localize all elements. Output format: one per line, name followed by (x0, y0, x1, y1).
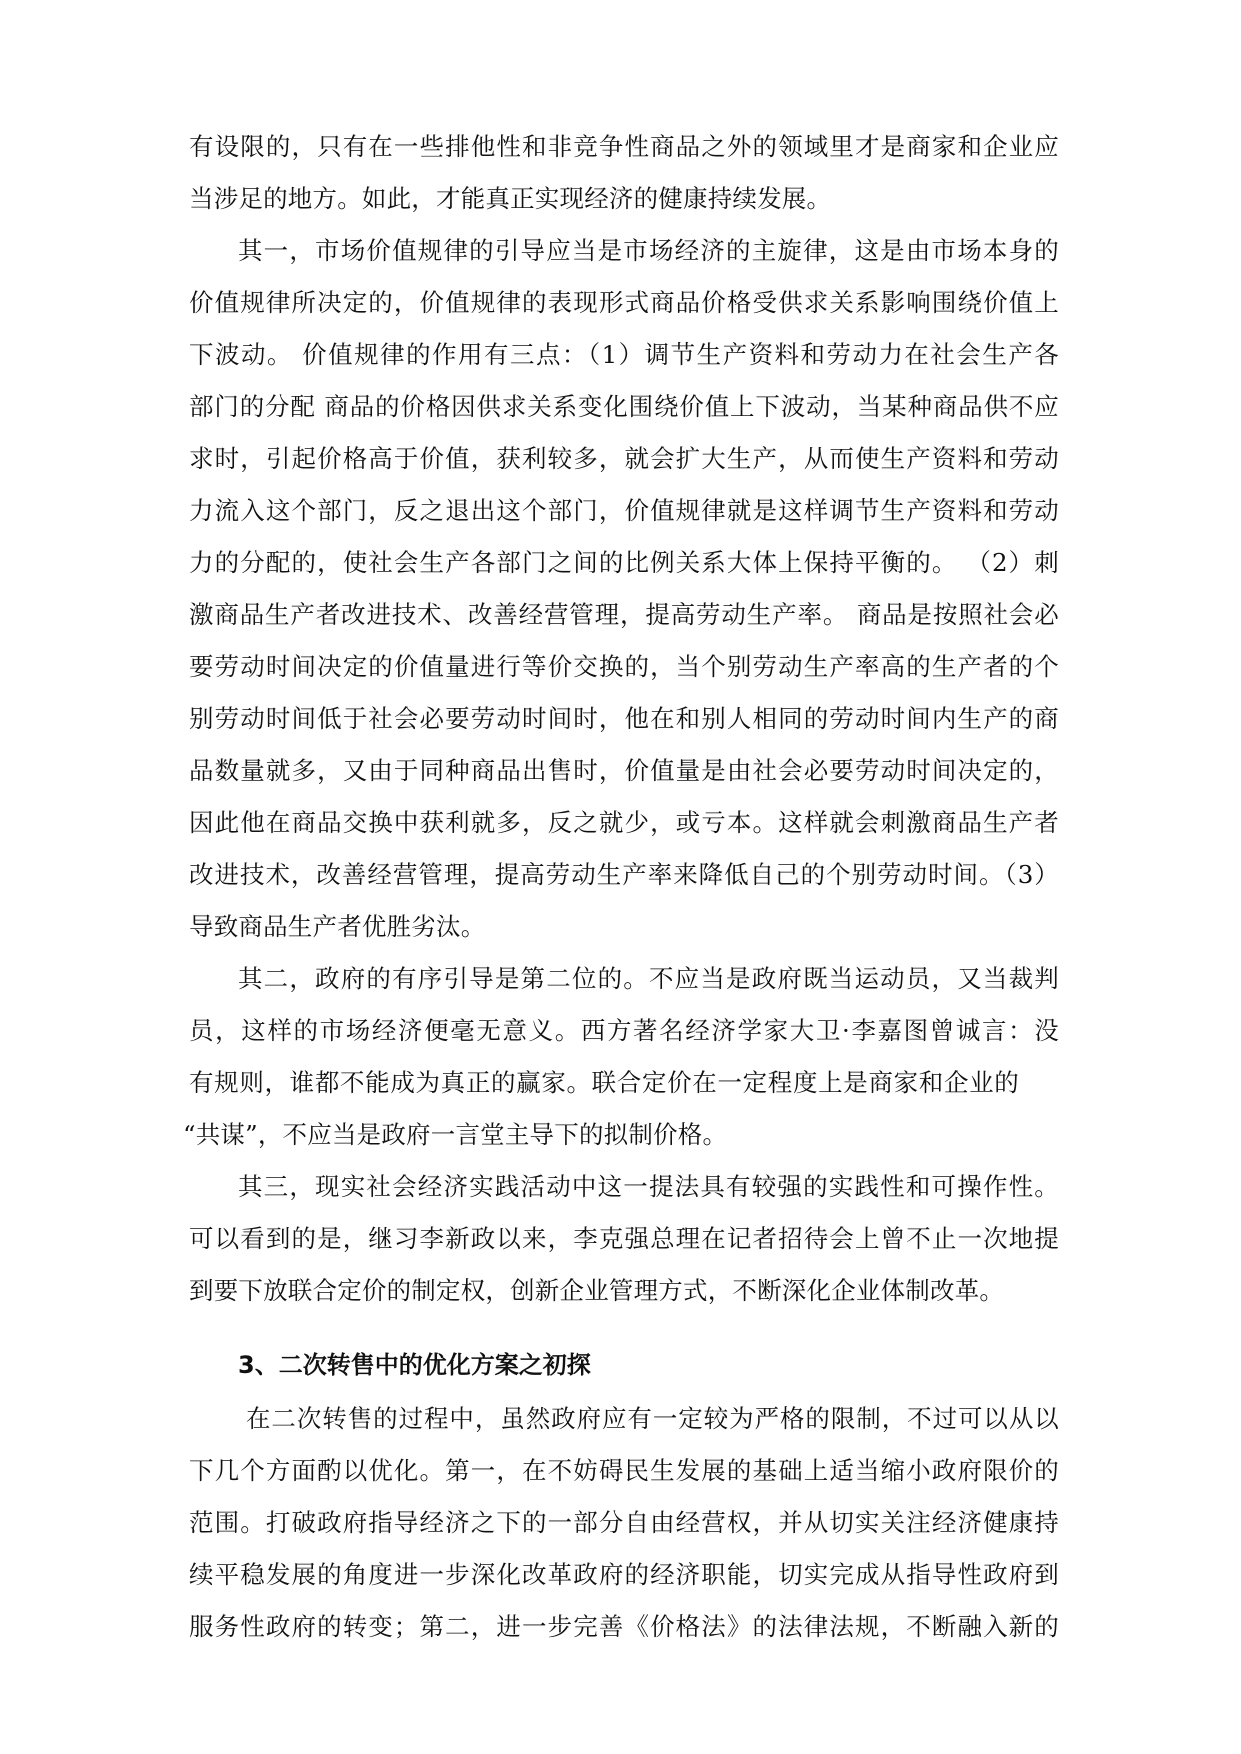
section-heading: 3、二次转售中的优化方案之初探 (238, 1351, 591, 1379)
text-line: 在二次转售的过程中，虽然政府应有一定较为严格的限制，不过可以从以 (246, 1404, 1059, 1433)
text-line: 可以看到的是，继习李新政以来，李克强总理在记者招待会上曾不止一次地提 (189, 1224, 1059, 1253)
text-line: 范围。打破政府指导经济之下的一部分自由经营权，并从切实关注经济健康持 (189, 1508, 1059, 1537)
text-line: 其一，市场价值规律的引导应当是市场经济的主旋律，这是由市场本身的 (238, 236, 1059, 265)
text-line: 员，这样的市场经济便毫无意义。西方著名经济学家大卫·李嘉图曾诚言：没 (189, 1016, 1059, 1045)
text-line: 其二，政府的有序引导是第二位的。不应当是政府既当运动员，又当裁判 (238, 964, 1059, 993)
text-line: 下波动。 价值规律的作用有三点：（1）调节生产资料和劳动力在社会生产各 (189, 340, 1059, 369)
text-line: 续平稳发展的角度进一步深化改革政府的经济职能，切实完成从指导性政府到 (189, 1560, 1059, 1589)
text-line: 改进技术，改善经营管理，提高劳动生产率来降低自己的个别劳动时间。（3） (189, 860, 1059, 889)
text-line: 到要下放联合定价的制定权，创新企业管理方式，不断深化企业体制改革。 (189, 1276, 1005, 1305)
text-line: 部门的分配 商品的价格因供求关系变化围绕价值上下波动，当某种商品供不应 (189, 392, 1059, 421)
text-line: 有设限的，只有在一些排他性和非竞争性商品之外的领域里才是商家和企业应 (189, 132, 1059, 161)
text-line: “共谋”，不应当是政府一言堂主导下的拟制价格。 (183, 1120, 728, 1149)
text-line: 求时，引起价格高于价值，获利较多，就会扩大生产，从而使生产资料和劳动 (189, 444, 1059, 473)
text-line: 导致商品生产者优胜劣汰。 (189, 912, 486, 941)
text-line: 因此他在商品交换中获利就多，反之就少，或亏本。这样就会刺激商品生产者 (189, 808, 1059, 837)
text-line: 当涉足的地方。如此，才能真正实现经济的健康持续发展。 (189, 184, 832, 213)
text-line: 要劳动时间决定的价值量进行等价交换的，当个别劳动生产率高的生产者的个 (189, 652, 1059, 681)
text-line: 其三，现实社会经济实践活动中这一提法具有较强的实践性和可操作性。 (238, 1172, 1059, 1201)
text-line: 有规则，谁都不能成为真正的赢家。联合定价在一定程度上是商家和企业的 (189, 1068, 1019, 1097)
text-line: 力流入这个部门，反之退出这个部门，价值规律就是这样调节生产资料和劳动 (189, 496, 1059, 525)
text-line: 力的分配的，使社会生产各部门之间的比例关系大体上保持平衡的。 （2）刺 (189, 548, 1059, 577)
text-line: 品数量就多，又由于同种商品出售时，价值量是由社会必要劳动时间决定的， (189, 756, 1059, 785)
text-line: 价值规律所决定的，价值规律的表现形式商品价格受供求关系影响围绕价值上 (189, 288, 1059, 317)
text-line: 下几个方面酌以优化。第一，在不妨碍民生发展的基础上适当缩小政府限价的 (189, 1456, 1059, 1485)
text-line: 服务性政府的转变；第二，进一步完善《价格法》的法律法规，不断融入新的 (189, 1612, 1059, 1641)
text-line: 激商品生产者改进技术、改善经营管理，提高劳动生产率。 商品是按照社会必 (189, 600, 1059, 629)
text-line: 别劳动时间低于社会必要劳动时间时，他在和别人相同的劳动时间内生产的商 (189, 704, 1059, 733)
